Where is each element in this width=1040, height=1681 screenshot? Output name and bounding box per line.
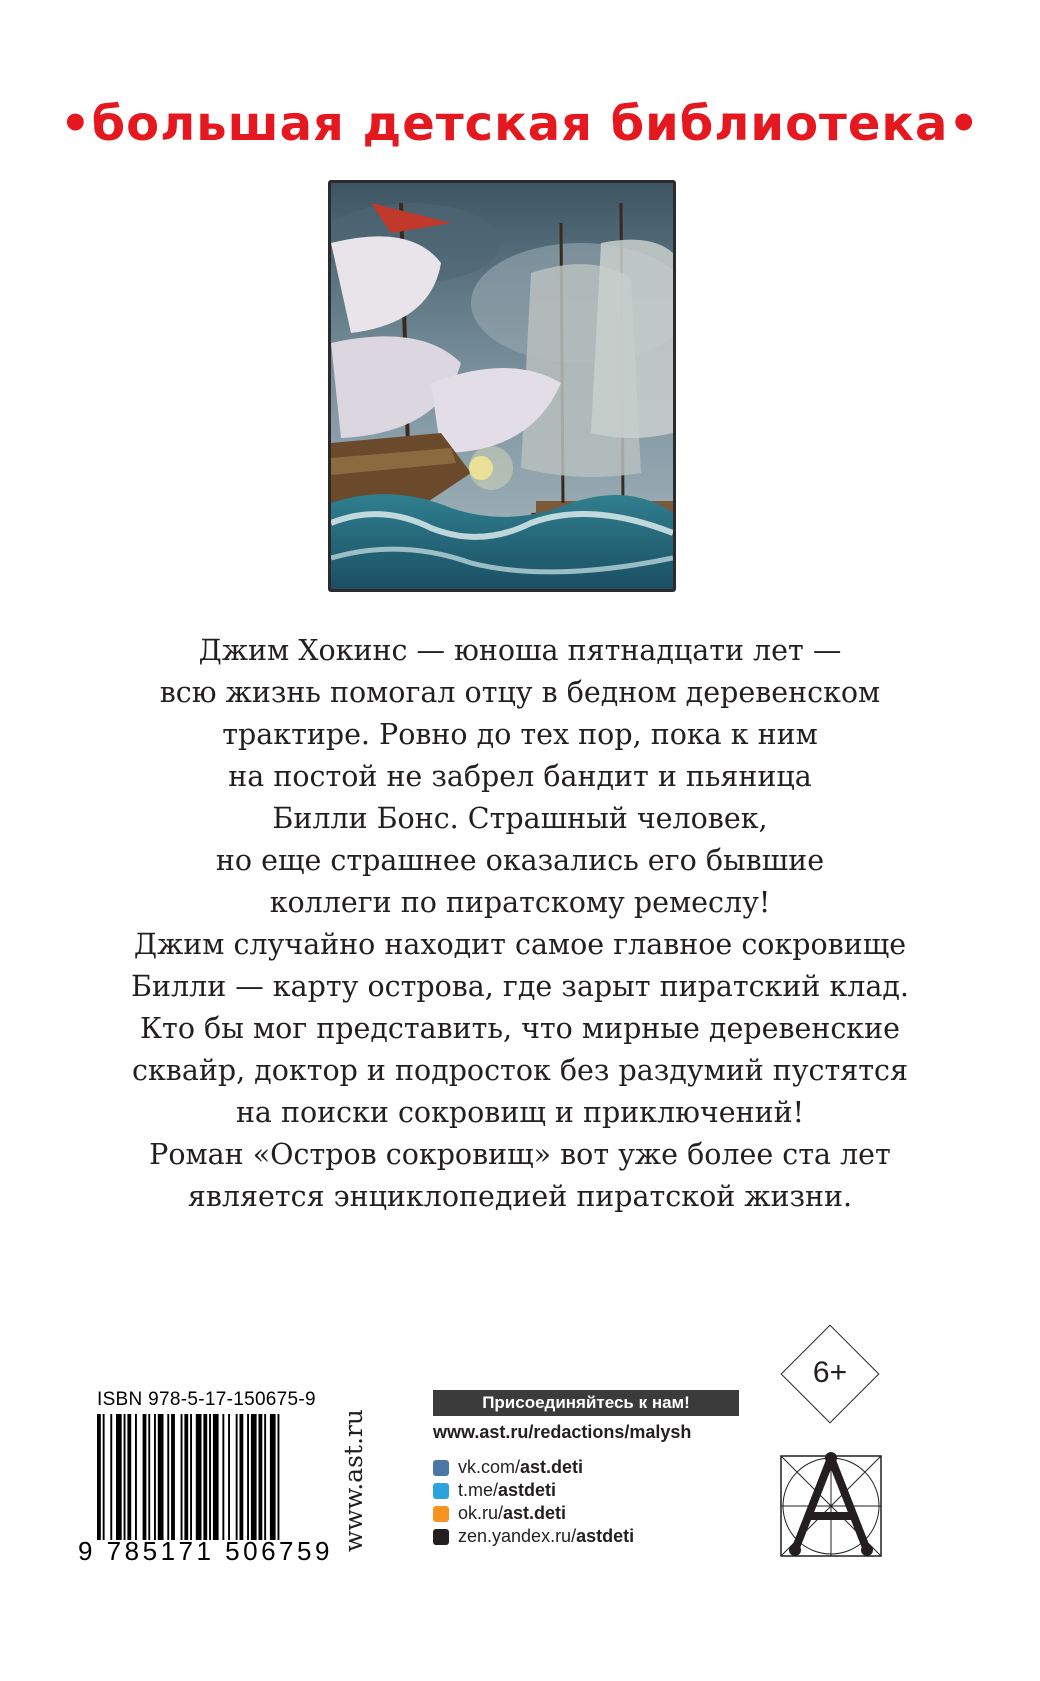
isbn-label: ISBN 978-5-17-150675-9	[97, 1389, 316, 1410]
barcode-bar	[148, 1414, 150, 1540]
barcode-bar	[184, 1414, 188, 1540]
barcode-bar	[251, 1414, 257, 1540]
barcode-bar	[135, 1414, 137, 1540]
barcode-bar	[158, 1414, 164, 1540]
barcode-bar	[264, 1414, 266, 1540]
barcode-bar	[116, 1414, 122, 1540]
barcode-bar	[236, 1414, 238, 1540]
description-line: всю жизнь помогал отцу в бедном деревенском	[159, 676, 881, 709]
social-link-ok[interactable]: ok.ru/ ast.deti	[433, 1502, 634, 1525]
description-line: трактире. Ровно до тех пор, пока к ним	[222, 718, 818, 751]
barcode-bar	[247, 1414, 249, 1540]
vk-icon	[433, 1460, 449, 1476]
barcode-bar	[103, 1414, 105, 1540]
barcode-bar	[127, 1414, 131, 1540]
barcode-digits: 9 785171 506759	[78, 1536, 333, 1566]
telegram-icon	[433, 1483, 449, 1499]
barcode-bar	[97, 1414, 101, 1540]
description-line: Билли Бонс. Страшный человек,	[272, 802, 768, 835]
barcode-bar	[124, 1414, 126, 1540]
social-link-zen[interactable]: zen.yandex.ru/ astdeti	[433, 1525, 634, 1548]
description-line: но еще страшнее оказались его бывшие	[215, 844, 825, 877]
barcode-bar	[110, 1414, 112, 1540]
zen-icon	[433, 1529, 449, 1545]
barcode-bar	[278, 1414, 280, 1540]
social-link-telegram[interactable]: t.me/ astdeti	[433, 1479, 634, 1502]
barcode-bar	[171, 1414, 175, 1540]
barcode-bar	[154, 1414, 156, 1540]
barcode-bar	[240, 1414, 244, 1540]
barcode-bar	[213, 1414, 219, 1540]
barcode-bar	[228, 1414, 230, 1540]
description-line: на поиски сокровищ и приключений!	[235, 1096, 805, 1129]
barcode-bar	[143, 1414, 147, 1540]
description-line: коллеги по пиратскому ремеслу!	[269, 886, 771, 919]
barcode-bar	[259, 1414, 263, 1540]
series-title: •большая детская библиотека•	[59, 96, 981, 152]
barcode-bar	[167, 1414, 169, 1540]
barcode-bar	[203, 1414, 207, 1540]
barcode-bar	[190, 1414, 192, 1540]
age-rating: 6+	[812, 1356, 848, 1389]
publisher-site-vertical: www.ast.ru	[339, 1409, 368, 1552]
description-line: Джим Хокинс — юноша пятнадцати лет —	[198, 634, 842, 667]
barcode-bar	[196, 1414, 202, 1540]
book-description	[130, 630, 910, 1218]
barcode-icon	[97, 1414, 323, 1540]
description-line: является энциклопедией пиратской жизни.	[187, 1180, 853, 1213]
barcode-bar	[222, 1414, 224, 1540]
barcode-bar	[181, 1414, 183, 1540]
description-line: Джим случайно находит самое главное сокровище	[133, 928, 907, 961]
odnoklassniki-icon	[433, 1506, 449, 1522]
cover-illustration	[328, 180, 676, 592]
description-line: Билли — карту острова, где зарыт пиратский клад.	[131, 970, 909, 1003]
description-line: Кто бы мог представить, что мирные деревенские	[140, 1012, 900, 1045]
sailing-ships-battle-illustration-icon	[331, 183, 673, 589]
social-links	[433, 1456, 634, 1548]
join-banner: Присоединяйтесь к нам!	[433, 1390, 739, 1416]
description-line: сквайр, доктор и подросток без раздумий пустятся	[132, 1054, 908, 1087]
ast-publisher-logo-icon	[779, 1448, 883, 1558]
barcode-bar	[209, 1414, 211, 1540]
social-link-vk[interactable]: vk.com/ ast.deti	[433, 1456, 634, 1479]
description-line: Роман «Остров сокровищ» вот уже более ста лет	[149, 1138, 891, 1171]
description-line: на постой не забрел бандит и пьяница	[228, 760, 812, 793]
barcode-bar	[270, 1414, 276, 1540]
publisher-url[interactable]: www.ast.ru/redactions/malysh	[433, 1422, 692, 1442]
